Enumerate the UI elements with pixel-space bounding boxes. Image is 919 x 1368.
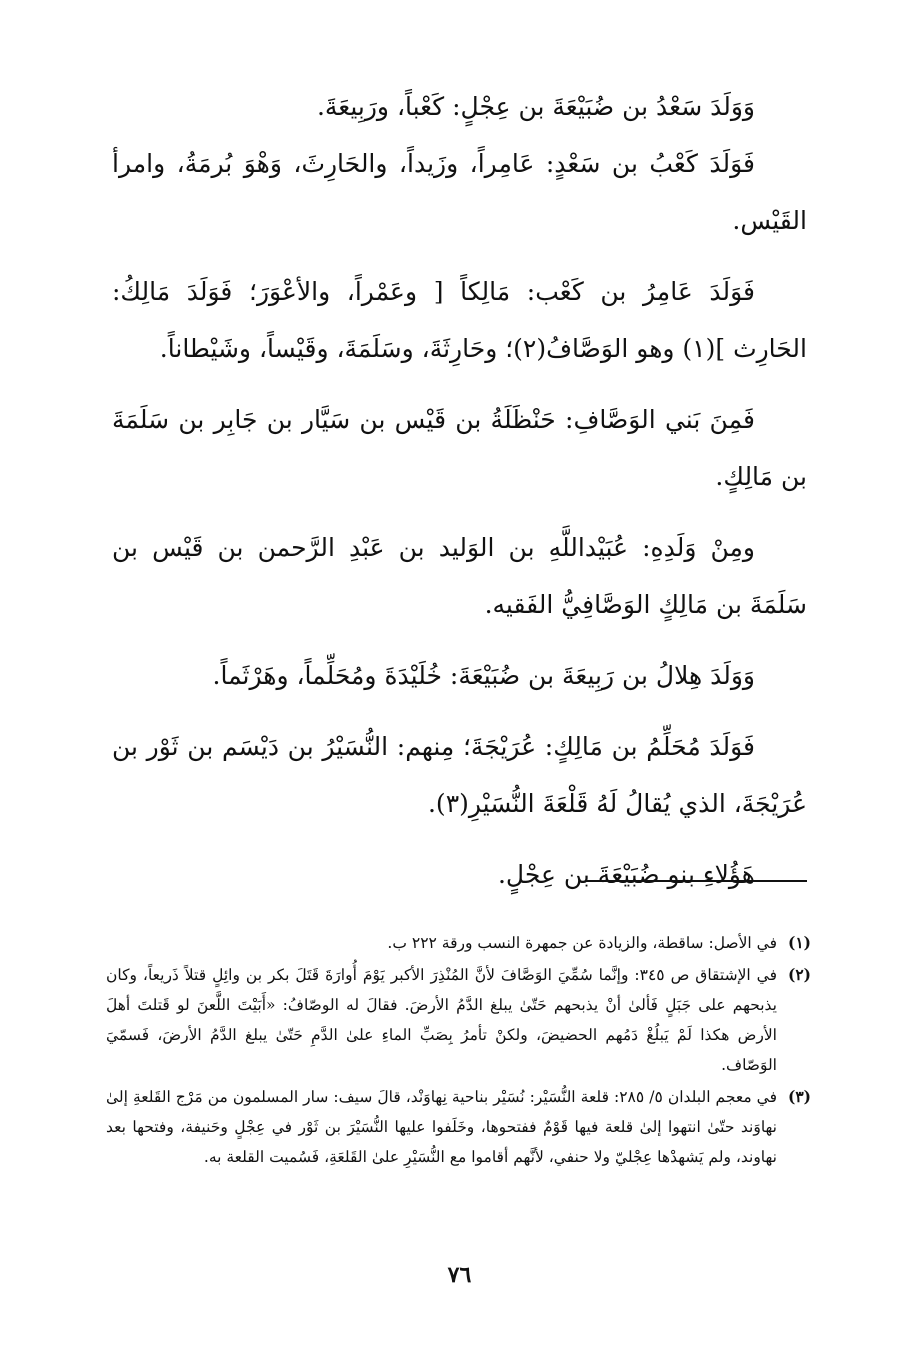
paragraph-7: فَوَلَدَ مُحَلِّمُ بن مَالِكٍ: عُرَيْجَةَ؛ مِنهم: النُّسَيْرُ بن دَيْسَم بن ثَوْر بن عُرَيْجَةَ، الذي يُقالُ لَهُ قَلْعَةَ النُّسَيْرِ(٣). bbox=[112, 732, 807, 818]
paragraph-1: وَوَلَدَ سَعْدُ بن ضُبَيْعَةَ بن عِجْلٍ: كَعْباً، ورَبِيعَةَ. bbox=[316, 92, 755, 121]
footnote-text: في الإشتقاق ص ٣٤٥: وإنَّما سُمِّيَ الوَصَّافَ لأنَّ المُنْذِرَ الأكبر يَوْمَ أُوارَةَ قَتَلَ بكر بن وائِلٍ قتلاً ذَريعاً، وكان يذبحهم على جَبَلٍ فَألىٰ أنْ يذبحهم حَتّىٰ يبلغ الدَّمُ الأرضَ. فقالَ له الوصّافُ: «أَبَيْتَ اللَّعنَ لو قَتلتَ أهلَ الأرض هكذا لَمْ يَبلُغْ دَمُهم الحضيضَ، ولكنْ تأمرُ بِصَبِّ الماءِ علىٰ الدَّمِ حَتّىٰ يبلغ الدَّمُ الأرضَ، فَسمّيَ الوَصّاف. bbox=[106, 966, 778, 1074]
page-number: ٧٦ bbox=[447, 1262, 472, 1288]
main-text bbox=[112, 78, 807, 917]
footnote-text: في الأصل: ساقطة، والزيادة عن جمهرة النسب ورقة ٢٢٢ ب. bbox=[387, 934, 777, 952]
footnote-number: (٢) bbox=[788, 965, 812, 984]
footnote-1 bbox=[106, 928, 811, 958]
footnotes bbox=[106, 928, 811, 1174]
footnote-number: (٣) bbox=[787, 1087, 811, 1106]
paragraph-8: هَؤُلاءِ بنو ضُبَيْعَةَ بن عِجْلٍ. bbox=[497, 860, 755, 889]
footnote-3 bbox=[106, 1082, 811, 1172]
paragraph-6: وَوَلَدَ هِلالُ بن رَبِيعَةَ بن ضُبَيْعَةَ: خُلَيْدَةَ ومُحَلِّماً، وهَرْثَماً. bbox=[212, 661, 755, 690]
footnote-separator bbox=[585, 880, 807, 882]
footnote-2 bbox=[106, 960, 811, 1080]
paragraph-5: ومِنْ وَلَدِهِ: عُبَيْداللَّهِ بن الوَليد بن عَبْدِ الرَّحمن بن قَيْس بن سَلَمَةَ بن مَالِكٍ الوَصَّافِيُّ الفَقيه. bbox=[112, 533, 807, 619]
footnote-number: (١) bbox=[787, 933, 811, 952]
footnote-text: في معجم البلدان ٥/ ٢٨٥: قلعة النُّسَيْر: نُسَيْر بناحية نِهاوَنْد، قالَ سيف: سار المسلمون من مَرْج القَلعةِ إلىٰ نهاوَند حتّىٰ انتهوا إلىٰ قلعة فيها قَوْمٌ ففتحوها، وخَلَفوا عليها النُّسَيْرَ بن ثَوْر في عِجْلٍ وحَنيفة، وفتحها بعد نهاوند، ولم يَشهدْها عِجْليّ ولا حنفي، لأنَّهم أقاموا مع النُّسَيْرِ علىٰ القَلعَةِ، فَسُميت القلعة به. bbox=[106, 1088, 777, 1166]
paragraph-2: فَوَلَدَ كَعْبُ بن سَعْدٍ: عَامِراً، وزَيداً، والحَارِثَ، وَهْوَ بُرمَةُ، وامرأ القَيْس. bbox=[112, 149, 807, 235]
paragraph-3: فَوَلَدَ عَامِرُ بن كَعْب: مَالِكاً [ وعَمْراً، والأعْوَرَ؛ فَوَلَدَ مَالِكُ: الحَارِث ](١) وهو الوَصَّافُ(٢)؛ وحَارِثَةَ، وسَلَمَةَ، وقَيْساً، وشَيْطاناً. bbox=[112, 277, 807, 363]
paragraph-4: فَمِنَ بَني الوَصَّافِ: حَنْظَلَةُ بن قَيْس بن سَيَّار بن جَابِر بن سَلَمَةَ بن مَالِكٍ. bbox=[112, 405, 807, 491]
